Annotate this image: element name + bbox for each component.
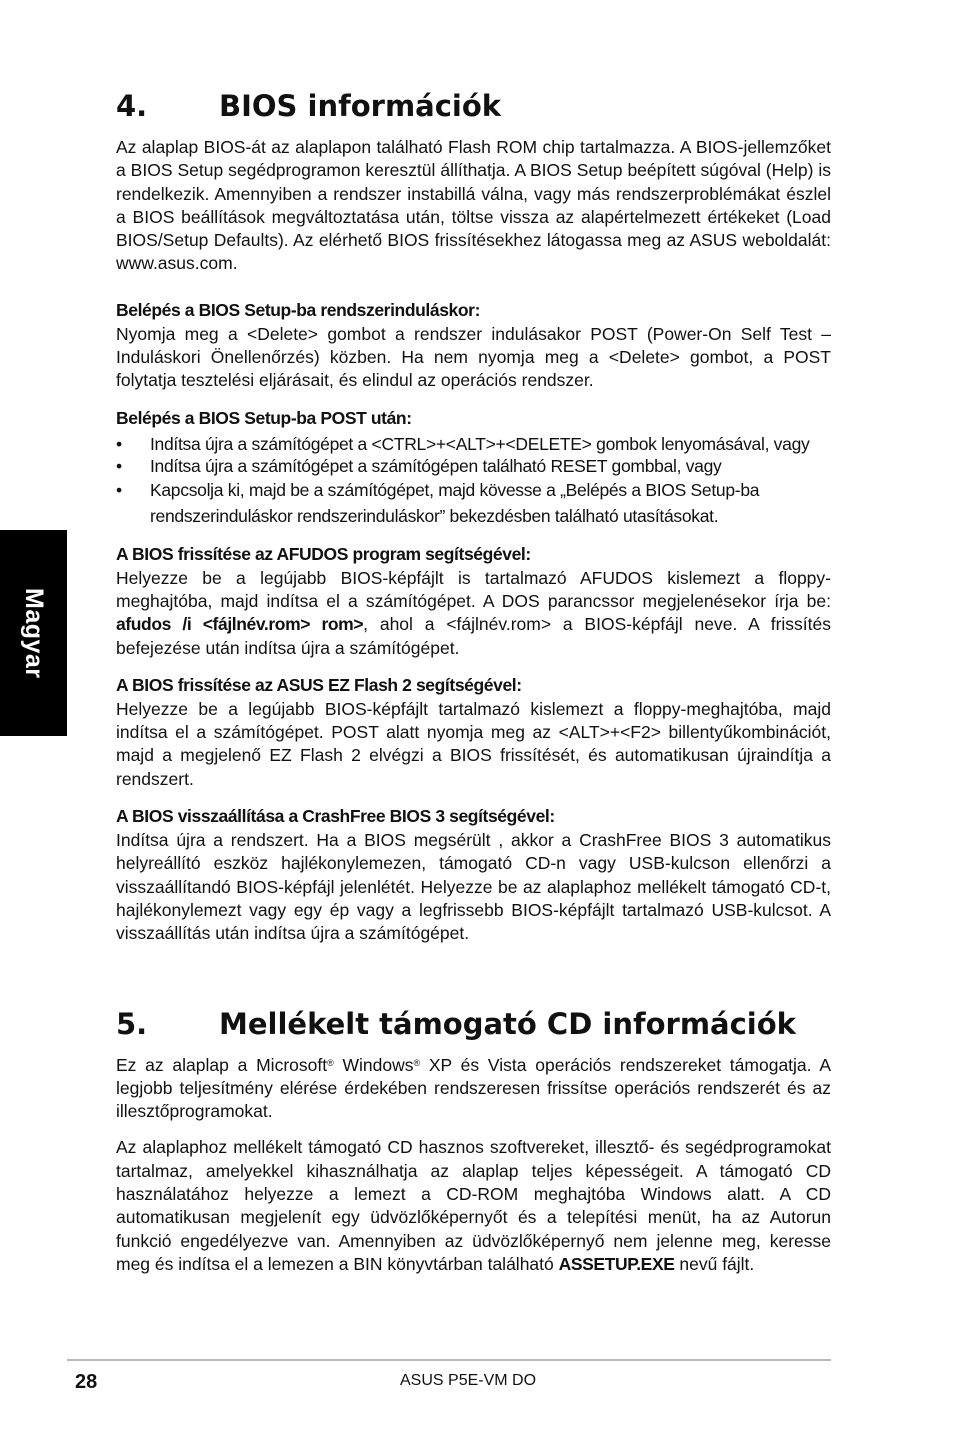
afudos-heading: A BIOS frissítése az AFUDOS program segítségével: xyxy=(116,543,531,564)
support-cd-paragraph: Az alaplaphoz mellékelt támogató CD hasznos szoftvereket, illesztő- és segédprogramokat tartalmaz, amelyekkel kihasználhatja az alaplap teljes képességeit. A támogató CD használatához helyezze a lemezt a CD-ROM meghajtóba Windows alatt. A CD automatikusan megjelenít egy üdvözlőképernyőt és a telepítési menüt, ha az Autorun funkció engedélyezve van. Amennyiben az üdvözlőképernyő nem jelenne meg, keresse meg és indítsa el a lemezen a BIN könyvtárban található ASSETUP.EXE nevű fájlt. xyxy=(116,1137,831,1274)
crashfree-heading: A BIOS visszaállítása a CrashFree BIOS 3 segítségével: xyxy=(116,806,555,827)
post-setup-list xyxy=(116,433,831,529)
afudos-command: afudos /i <fájlnév.rom> rom> xyxy=(116,614,364,635)
bullet: • xyxy=(116,433,122,454)
afudos-paragraph: Helyezze be a legújabb BIOS-képfájlt is tartalmazó AFUDOS kislemezt a floppy-meghajtóba, majd indítsa el a számítógépet. A DOS parancssor megjelenésekor írja be: afudos /i <fájlnév.rom> rom>, ahol a <fájlnév.rom> a BIOS-képfájl neve. A frissítés befejezése után indítsa újra a számítógépet. xyxy=(116,567,831,658)
section-4-title: BIOS információk xyxy=(219,89,502,123)
list-item: • Indítsa újra a számítógépet a számítógépen található RESET gombbal, vagy xyxy=(116,455,722,476)
post-setup-heading: Belépés a BIOS Setup-ba POST után: xyxy=(116,407,412,428)
bullet: • xyxy=(116,479,122,500)
os-support-paragraph: Ez az alaplap a Microsoft® Windows® XP és Vista operációs rendszereket támogatja. A legjobb teljesítmény elérése érdekében rendszeresen frissítse operációs rendszerét és az illesztőprogramokat. xyxy=(116,1054,831,1122)
boot-setup-heading: Belépés a BIOS Setup-ba rendszerinduláskor: xyxy=(116,299,481,320)
page-number: 28 xyxy=(75,1371,98,1393)
section-5-heading xyxy=(116,1004,831,1044)
registered-mark: ® xyxy=(413,1057,421,1068)
section-4-heading xyxy=(116,86,831,126)
section-4-number: 4. xyxy=(116,89,148,123)
ezflash-paragraph: Helyezze be a legújabb BIOS-képfájlt tartalmazó kislemezt a floppy-meghajtóba, majd indítsa el a számítógépet. POST alatt nyomja meg az <ALT>+<F2> billentyűkombinációt, majd a megjelenő EZ Flash 2 elvégzi a BIOS frissítését, és automatikusan újraindítja a rendszert. xyxy=(116,698,831,789)
registered-mark: ® xyxy=(327,1057,334,1068)
section-5-title: Mellékelt támogató CD információk xyxy=(219,1006,796,1041)
crashfree-paragraph: Indítsa újra a rendszert. Ha a BIOS megsérült , akkor a CrashFree BIOS 3 automatikus helyreállító eszköz hajlékonylemezen, támogató CD-n vagy USB-kulcson ellenőrzi a visszaállítandó BIOS-képfájl jelenlétét. Helyezze be az alaplaphoz mellékelt támogató CD-t, hajlékonylemezt vagy egy ép vagy a legfrissebb BIOS-képfájlt tartalmazó USB-kulcsot. A visszaállítás után indítsa újra a számítógépet. xyxy=(116,830,831,944)
section-5-number: 5. xyxy=(116,1006,148,1041)
footer-divider xyxy=(67,1359,831,1361)
list-item: • Indítsa újra a számítógépet a <CTRL>+<ALT>+<DELETE> gombok lenyomásával, vagy xyxy=(116,433,810,454)
bios-intro-paragraph: Az alaplap BIOS-át az alaplapon található Flash ROM chip tartalmazza. A BIOS-jellemzőket a BIOS Setup segédprogramon keresztül állíthatja. A BIOS Setup beépített súgóval (Help) is rendelkezik. Amennyiben a rendszer instabillá válna, vagy más rendszerproblémákat észlel a BIOS beállítások megváltoztatása után, töltse vissza az alapértelmezett értékeket (Load BIOS/Setup Defaults). Az elérhető BIOS frissítésekhez látogassa meg az ASUS weboldalát: www.asus.com. xyxy=(116,137,831,274)
page-content xyxy=(116,86,831,1276)
list-item: • Kapcsolja ki, majd be a számítógépet, majd kövesse a „Belépés a BIOS Setup-ba rendszerinduláskor rendszerinduláskor” bekezdésben található utasításokat. xyxy=(116,477,831,529)
language-label: Magyar xyxy=(20,587,48,679)
bullet: • xyxy=(116,455,122,476)
footer-product-name: ASUS P5E-VM DO xyxy=(400,1372,537,1389)
boot-setup-paragraph: Nyomja meg a <Delete> gombot a rendszer indulásakor POST (Power-On Self Test – Induláskori Önellenőrzés) közben. Ha nem nyomja meg a <Delete> gombot, a POST folytatja tesztelési eljárásait, és elindul az operációs rendszer. xyxy=(116,323,831,391)
assetup-filename: ASSETUP.EXE xyxy=(558,1253,675,1274)
language-side-tab xyxy=(0,530,67,736)
ezflash-heading: A BIOS frissítése az ASUS EZ Flash 2 segítségével: xyxy=(116,674,522,695)
